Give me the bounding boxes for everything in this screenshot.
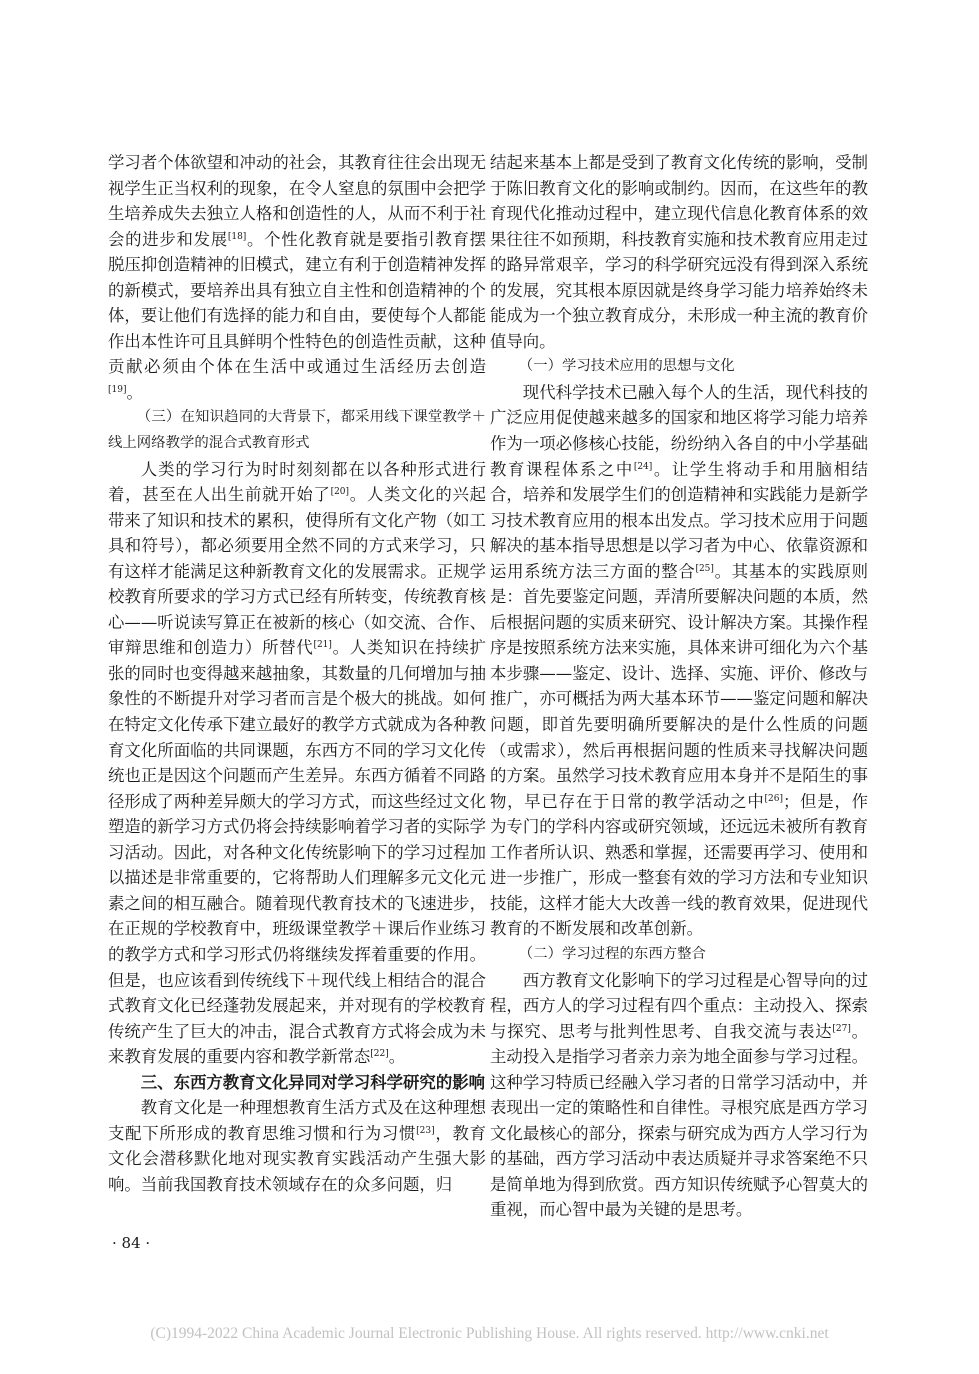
citation-ref: [19]: [108, 384, 127, 395]
text-run: 教育文化是一种理想教育生活方式及在这种理想支配下所形成的教育思维习惯和行为习惯: [108, 1098, 486, 1143]
text-run: 。让学生将动手和用脑相结合，培养和发展学生们的创造精神和实践能力是新学习技术教育应用的根本出发点。学习技术应用于问题解决的基本指导思想是以学习者为中心、依靠资源和运用系统方法三方面的整合: [490, 459, 869, 581]
citation-ref: [23]: [416, 1125, 435, 1136]
text-run: ；但是，作为专门的学科内容或研究领域，还远远未被所有教育工作者所认识、熟悉和掌握，还需要再学习、使用和进一步推广，形成一整套有效的学习方法和专业知识技能，这样才能大大改善一线的教育效果，促进现代教育的不断发展和改革创新。: [490, 791, 868, 939]
text-run: 。: [126, 382, 143, 402]
paragraph: [108, 457, 486, 1070]
paragraph: [108, 150, 486, 405]
text-run: 人类的学习行为时时刻刻都在以各种形式进行着，甚至在人出生前就开始了: [108, 459, 486, 505]
subsection-heading: [490, 354, 868, 380]
citation-ref: [21]: [313, 640, 332, 651]
paragraph: [490, 968, 868, 1223]
citation-ref: [27]: [832, 1023, 851, 1034]
text-run: （三）在知识趋同的大背景下，都采用线下课堂教学＋线上网络教学的混合式教育形式: [108, 409, 486, 452]
text-run: 。主动投入是指学习者亲力亲为地全面参与学习过程。这种学习特质已经融入学习者的日常学习活动中，并表现出一定的策略性和自律性。寻根究底是西方学习文化最核心的部分，探索与研究成为西方人学习行为的基础，西方学习活动中表达质疑并寻求答案绝不只是简单地为得到欣赏。西方知识传统赋予心智莫大的重视，而心智中最为关键的是思考。: [490, 1021, 869, 1220]
paragraph: [490, 150, 868, 354]
paragraph: [108, 1095, 486, 1197]
text-run: 三、东西方教育文化异同对学习科学研究的影响: [140, 1072, 485, 1092]
text-run: 现代科学技术已融入每个人的生活，现代科技的广泛应用促使越来越多的国家和地区将学习能力培养作为一项必修核心技能，纷纷纳入各自的中小学基础教育课程体系之中: [490, 382, 868, 479]
citation-ref: [24]: [633, 461, 653, 472]
text-run: 西方教育文化影响下的学习过程是心智导向的过程，西方人的学习过程有四个重点：主动投入、探索与探究、思考与批判性思考、自我交流与表达: [490, 970, 868, 1041]
text-run: 。其基本的实践原则是：首先要鉴定问题，弄清所要解决问题的本质，然后根据问题的实质来研究、设计解决方案。其操作程序是按照系统方法来实施，具体来讲可细化为六个基本步骤——鉴定、设计、选择、实施、评价、修改与推广，亦可概括为两大基本环节——鉴定问题和解决问题，即首先要明确所要解决的是什么性质的问题（或需求），然后再根据问题的性质来寻找解决问题的方案。虽然学习技术教育应用本身并不是陌生的事物，早已存在于日常的教学活动之中: [490, 561, 868, 811]
citation-ref: [25]: [695, 563, 714, 574]
copyright-footer: (C)1994-2022 China Academic Journal Electronic Publishing House. All rights reserved. http://www.cnki.net: [150, 1325, 829, 1342]
text-run: 结起来基本上都是受到了教育文化传统的影响，受制于陈旧教育文化的影响或制约。因而，在这些年的教育现代化推动过程中，建立现代信息化教育体系的效果往往不如预期，科技教育实施和技术教育应用走过的路异常艰辛，学习的科学研究远没有得到深入系统的发展，究其根本原因就是终身学习能力培养始终未能成为一个独立教育成分，未形成一种主流的教育价值导向。: [490, 153, 868, 351]
text-run: 。个性化教育就是要指引教育摆脱压抑创造精神的旧模式，建立有利于创造精神发挥的新模式，要培养出具有独立自主性和创造精神的个体，要让他们有选择的能力和自由，要使每个人都能作出本性许可且具鲜明个性特色的创造性贡献，这种贡献必须由个体在生活中或通过生活经历去创造: [108, 229, 487, 377]
text-run: （二）学习过程的东西方整合: [518, 945, 706, 962]
citation-ref: [18]: [227, 231, 247, 242]
citation-ref: [22]: [370, 1049, 389, 1060]
paragraph: [490, 380, 868, 942]
section-heading: [108, 1070, 486, 1096]
page-number: · 84 ·: [112, 1234, 151, 1252]
text-run: 学习者个体欲望和冲动的社会，其教育往往会出现无视学生正当权利的现象，在令人窒息的氛围中会把学生培养成失去独立人格和创造性的人，从而不利于社会的进步和发展: [108, 153, 486, 249]
subsection-heading: [108, 405, 486, 456]
text-run: 。人类知识在持续扩张的同时也变得越来越抽象，其数量的几何增加与抽象性的不断提升对学习者而言是个极大的挑战。如何在特定文化传承下建立最好的教学方式就成为各种教育文化所面临的共同课题，东西方不同的学习文化传统也正是因这个问题而产生差异。东西方循着不同路径形成了两种差异颇大的学习方式，而这些经过文化塑造的新学习方式仍将会持续影响着学习者的实际学习活动。因此，对各种文化传统影响下的学习过程加以描述是非常重要的，它将帮助人们理解多元文化元素之间的相互融合。随着现代教育技术的飞速进步，在正规的学校教育中，班级课堂教学＋课后作业练习的教学方式和学习形式仍将继续发挥着重要的作用。但是，也应该看到传统线下＋现代线上相结合的混合式教育文化已经蓬勃发展起来，并对现有的学校教育传统产生了巨大的冲击，混合式教育方式将会成为未来教育发展的重要内容和教学新常态: [108, 638, 486, 1067]
text-run: ，教育文化会潜移默化地对现实教育实践活动产生强大影响。当前我国教育技术领域存在的众多问题，归: [108, 1123, 486, 1194]
text-run: 。人类文化的兴起带来了知识和技术的累积，使得所有文化产物（如工具和符号），都必须要用全然不同的方式来学习，只有这样才能满足这种新教育文化的发展需求。正规学校教育所要求的学习方式已经有所转变，传统教育核心——听说读写算正在被新的核心（如交流、合作、审辩思维和创造力）所替代: [108, 485, 487, 658]
citation-ref: [26]: [764, 793, 783, 804]
subsection-heading: [490, 942, 868, 968]
right-column: [490, 150, 868, 1223]
text-run: （一）学习技术应用的思想与文化: [518, 358, 735, 375]
text-run: 。: [388, 1047, 406, 1067]
left-column: [108, 150, 486, 1197]
citation-ref: [20]: [330, 487, 350, 498]
